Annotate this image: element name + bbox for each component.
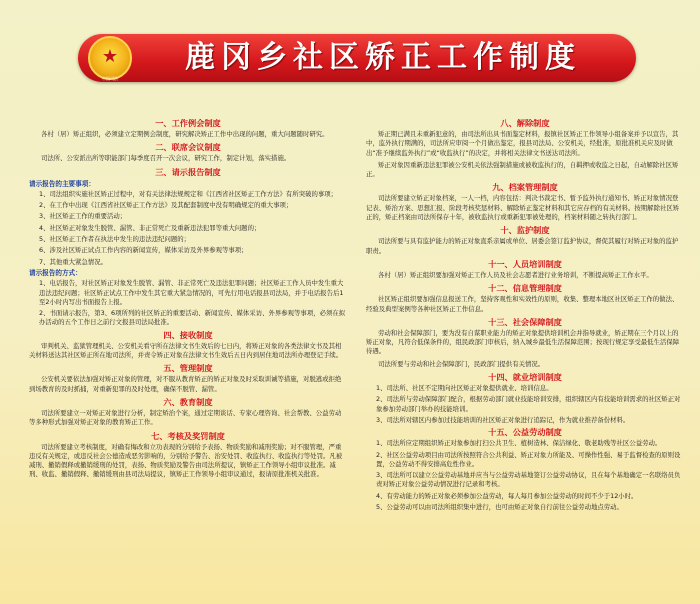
- list-item: 5、社区矫正工作者在执法中发生的违法违纪问题的；: [39, 235, 191, 244]
- section-text: 矫正期已满且未重新犯意的，由司法所出具书面鉴定材料，报镇社区矫正工作领导小组备案并予以宣告，其中，监外执行期满的，司法所应审阅一个月做出鉴定，报县司法局、公安机关，经批准，原批准机关应及时做出“准予继续监外执行”或“收监执行”的决定，并将相关法律文书送达司法所。: [366, 130, 679, 157]
- section-text: 劳动和社会保障部门，要为没有自谋职业能力的矫正对象提供培训机会并指导就业，矫正期在三个月以上的矫正对象，凡符合低保条件的，组民政部门审核后，纳入城乡最低生活保障范围；按现行规定享受最低生活保障待遇。: [366, 328, 680, 356]
- section-text: 社区矫正组织要加强信息报送工作，坚持客观性和实效性的原则，收集、整理本地区社区矫正工作的做法、经验及典型案例等各种社区矫正工作信息。: [366, 295, 679, 313]
- section-text: 司法所要建立矫正对象档案，一人一档，内容包括：判决书裁定书、暂予监外执行通知书、矫正对象情况登记表、矫治方案、思想汇报、阶段考核奖惩材料、解除矫正鉴定材料和其它应存档的有关材料。按期解除社区矫正的，矫正档案由司法所保存十年，被收监执行或重新犯罪被处理的，档案材料随之转执行部门。: [366, 194, 680, 222]
- right-column: [366, 116, 684, 514]
- section-heading: 六、教育制度: [163, 396, 213, 407]
- subheading: 请示报告的方式：: [29, 268, 82, 277]
- left-column: [29, 116, 347, 483]
- list-item: 4、社区矫正对象发生脱管、漏管、非正常死亡及重新违法犯罪等重大问题的；: [39, 223, 261, 232]
- section-heading: 十、监护制度: [500, 225, 550, 236]
- page-title: 鹿冈乡社区矫正工作制度: [185, 40, 581, 75]
- section-text: 各村（居）矫正组织，必须建立定期例会制度，研究解决矫正工作中出现的问题，重大问题随时研究。: [41, 130, 329, 138]
- list-item: 3、司法所可以建立公益劳动基地并应当与公益劳动基地签订公益劳动协议，且在每个基地确定一名联络员负责对矫正对象公益劳动情况进行记录和考核。: [376, 471, 681, 489]
- list-item: 2、书面请示报告，第3、6项所列的社区矫正的重要活动、新闻宣传、媒体采访、外界参观等事项，必须在拟办活动的五个工作日之前行文报县司法局批准。: [39, 309, 346, 327]
- section-text: 司法所、公安派出所等职能部门每季度召开一次会议，研究工作，制定计划，落实措施。: [41, 154, 291, 163]
- section-text: 各村（居）矫正组织要加强对矫正工作人员及社会志愿者进行业务培训，不断提高矫正工作水平。: [378, 270, 653, 279]
- section-heading: 十四、就业培训制度: [488, 372, 562, 383]
- list-item: 4、有劳动能力的矫正对象必须参加公益劳动，每人每月参加公益劳动的时间不少于12小时。: [376, 491, 638, 500]
- list-item: 1、司法所应定期组织矫正对象参加打扫公共卫生、植树造林、保洁绿化、敬老助残等社区公益劳动。: [376, 439, 662, 448]
- section-heading: 五、管理制度: [163, 363, 213, 374]
- section-heading: 八、解除制度: [500, 118, 550, 128]
- section-heading: 十一、人员培训制度: [488, 258, 562, 269]
- list-item: 1、司法组织实施社区矫正过程中，对有关法律法规规定和《江西省社区矫正工作方法》有所突破的事项；: [39, 189, 338, 198]
- section-text: 司法所要建立一对矫正对象进行分析，制定矫治个案，通过定期谈话、专家心理咨询、社会帮教、公益劳动等多种形式加强对矫正对象的教育矫正工作。: [29, 408, 342, 427]
- list-item: 7、其他重大紧急情况。: [39, 257, 107, 266]
- section-text: 司法所要与具有监护能力的矫正对象直系亲属或单位、居委会签订监护协议，督促其履行对矫正对象的监护职责。: [366, 237, 679, 255]
- section-heading: 七、考核及奖罚制度: [151, 430, 225, 441]
- section-heading: 一、工作例会制度: [155, 118, 221, 128]
- list-item: 2、社区公益劳动项目由司法所按照符合公共利益、矫正对象力所能及、可操作性强、易于监督检查的原则设置，公益劳动不得安排高危性作业。: [376, 450, 681, 468]
- section-text: 司法所要建立考核制度，对确有悔改和立功表现的分别给予表扬、物质奖励和减刑奖励；对不服管理，严重违反有关规定，或违反社会公德造成恶劣影响的，分别给予警告、治安处罚、收监执行、收监执行等处罚。凡被减刑、撤销假释或撤销缓刑的处罚，表扬、物质奖励及警告由司法所提议，镇矫正工作领导小组审议批准。减刑、收监、撤销假释、撤销缓刑由县司法局提议，镇矫正工作领导小组审议通过，报请原批准机关批准。: [29, 442, 343, 479]
- section-text: 审判机关、监狱管理机关、公安机关看守所在法律文书生效后的七日内，将矫正对象的各类法律文书及其相关材料送达其社区矫正所在地司法所，并责令矫正对象在法律文书生效后五日内到居住地司法所办理登记手续。: [29, 341, 343, 360]
- section-heading: 二、联席会议制度: [155, 142, 221, 153]
- list-item: 2、在工作中出现《江西省社区矫正工作方法》及其配套制度中没有明确规定的重大事项；: [39, 201, 293, 210]
- section-heading: 四、接收制度: [163, 329, 213, 340]
- list-item: 3、社区矫正工作的重要活动；: [39, 212, 127, 221]
- section-text: 公安机关要依法加强对矫正对象的管理，对不服从教育矫正的矫正对象及时采取训诫等措施，对脱逃或拒绝到场教育的及时抓捕，对重新犯罪的及时处理，确保不脱管、漏管。: [29, 375, 342, 393]
- section-heading: 三、请示报告制度: [155, 166, 221, 177]
- list-item: 6、涉及社区矫正试点工作内容的新闻宣传，媒体采访及外界参观等事项；: [39, 246, 248, 255]
- list-item: 5、公益劳动可以由司法所组织集中进行，也可由矫正对象自行前往公益劳动地点劳动。: [376, 503, 623, 512]
- section-heading: 九、档案管理制度: [492, 182, 558, 193]
- list-item: 2、司法所与劳动保障部门配合，根据劳动部门就业技能培训安排，组织辖区内有技能培训需求的社区矫正对象参加劳动部门举办的技能培训。: [376, 395, 681, 413]
- section-text: 司法所要与劳动和社会保障部门，民政部门提供有关情况。: [378, 359, 545, 368]
- list-item: 1、电话报告，对社区矫正对象发生脱管、漏管、非正常死亡及违法犯罪问题；社区矫正工作人员中发生重大违法违纪问题；社区矫正试点工作中发生其它重大紧急情况的，可先行用电话报县司法局，并于电话报告后1至2小时内写出书面报告上报。: [39, 279, 344, 306]
- police-emblem-icon: ★: [88, 36, 132, 80]
- list-item: 1、司法所、社区不定期向社区矫正对象提供就业、培训信息。: [376, 384, 553, 393]
- emblem-caption: 中国司法: [102, 76, 118, 81]
- section-heading: 十二、信息管理制度: [488, 283, 562, 294]
- subheading: 请示报告的主要事项：: [29, 179, 95, 188]
- section-heading: 十五、公益劳动制度: [488, 427, 562, 438]
- section-heading: 十三、社会保障制度: [488, 316, 562, 327]
- list-item: 3、司法所对辖区内参加过技能培训的社区矫正对象进行追踪记，作为就业推荐备份材料。: [376, 415, 630, 424]
- section-text: 矫正对象因重新违法犯罪被公安机关依法强制措施或被收监执行的，自羁押或收监之日起，自动解除社区矫正。: [366, 160, 679, 179]
